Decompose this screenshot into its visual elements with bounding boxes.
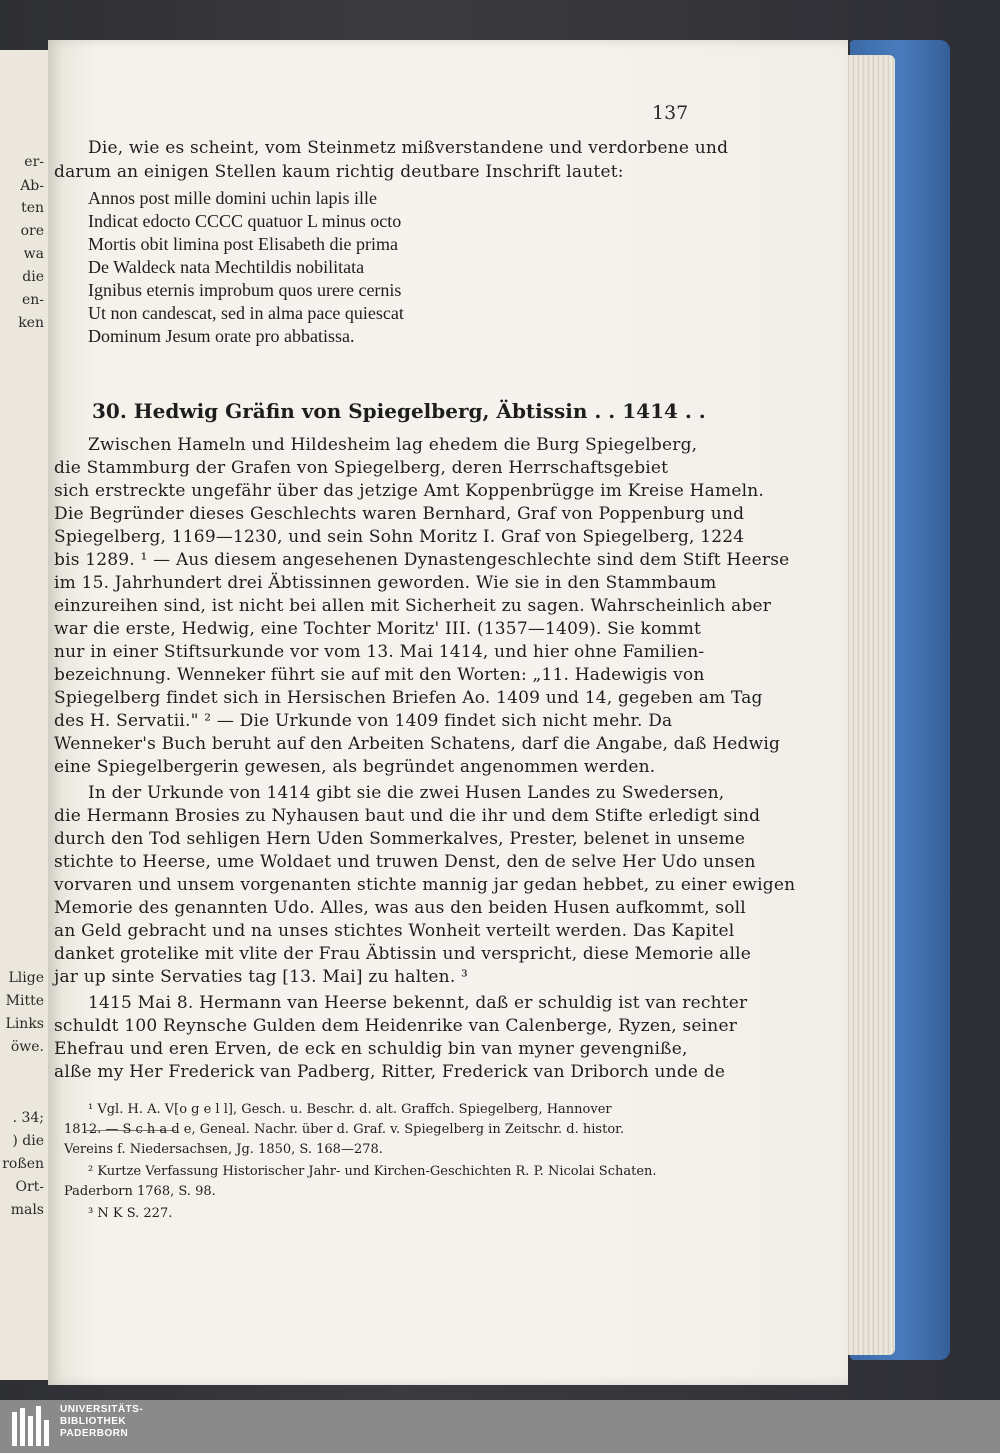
body-line: alße my Her Frederick van Padberg, Ritter, Frederick van Driborch unde de	[54, 1062, 726, 1082]
body-line: Wenneker's Buch beruht auf den Arbeiten Schatens, darf die Angabe, daß Hedwig	[54, 734, 781, 754]
verse-line: Ignibus eternis improbum quos urere cernis	[88, 280, 402, 300]
body-line: sich erstreckte ungefähr über das jetzige Amt Koppenbrügge im Kreise Hameln.	[54, 481, 764, 501]
verse-line: De Waldeck nata Mechtildis nobilitata	[88, 257, 365, 277]
fragment: er-	[24, 154, 44, 170]
footnote-line: 1812. — S c h a d e, Geneal. Nachr. über d. Graf. v. Spiegelberg in Zeitschr. d. histor.	[64, 1122, 625, 1137]
body-line: In der Urkunde von 1414 gibt sie die zwei Husen Landes zu Swedersen,	[88, 783, 725, 803]
body-line: vorvaren und unsem vorgenanten stichte mannig jar gedan hebbet, zu einer ewigen	[54, 875, 796, 895]
fragment: roßen	[2, 1156, 44, 1172]
body-line: Die Begründer dieses Geschlechts waren Bernhard, Graf von Poppenburg und	[54, 504, 745, 524]
fragment: wa	[23, 246, 44, 262]
footnote-line: ³ N K S. 227.	[88, 1206, 173, 1221]
body-line: einzureihen sind, ist nicht bei allen mit Sicherheit zu sagen. Wahrscheinlich aber	[54, 596, 772, 616]
body-line: 1415 Mai 8. Hermann van Heerse bekennt, daß er schuldig ist van rechter	[88, 993, 748, 1013]
fragment: die	[22, 269, 44, 285]
verse-line: Annos post mille domini uchin lapis ille	[88, 188, 377, 208]
library-banner	[0, 1400, 1000, 1453]
fragment: ken	[18, 315, 44, 331]
verse-line: Indicat edocto CCCC quatuor L minus octo	[88, 211, 402, 231]
fragment: . 34;	[12, 1110, 44, 1126]
fragment: en-	[21, 292, 44, 308]
body-line: danket grotelike mit vlite der Frau Äbtissin und verspricht, diese Memorie alle	[54, 944, 751, 964]
body-line: war die erste, Hedwig, eine Tochter Moritz' III. (1357—1409). Sie kommt	[54, 619, 702, 639]
body-line: die Stammburg der Grafen von Spiegelberg, deren Herrschaftsgebiet	[54, 458, 669, 478]
body-line: eine Spiegelbergerin gewesen, als begründet angenommen werden.	[54, 757, 656, 777]
body-line: durch den Tod sehligen Hern Uden Sommerkalves, Prester, belenet in unseme	[54, 829, 746, 849]
footnote-line: Vereins f. Niedersachsen, Jg. 1850, S. 168—278.	[64, 1142, 383, 1157]
book-page	[48, 40, 848, 1385]
fragment: ten	[21, 200, 44, 216]
library-name-line3: PADERBORN	[60, 1428, 129, 1439]
fragment: mals	[10, 1202, 44, 1218]
library-name-line2: BIBLIOTHEK	[60, 1416, 127, 1427]
fragment: Ab-	[20, 178, 44, 194]
fragment: ore	[20, 223, 44, 239]
footnote-line: ² Kurtze Verfassung Historischer Jahr- und Kirchen-Geschichten R. P. Nicolai Schaten.	[88, 1164, 657, 1179]
intro-line: Die, wie es scheint, vom Steinmetz mißverstandene und verdorbene und	[88, 138, 729, 158]
body-line: schuldt 100 Reynsche Gulden dem Heidenrike van Calenberge, Ryzen, seiner	[54, 1016, 738, 1036]
body-line: an Geld gebracht und na unses stichtes Wonheit verteilt werden. Das Kapitel	[54, 921, 735, 941]
body-line: Memorie des genannten Udo. Alles, was aus den beiden Husen aufkommt, soll	[54, 898, 746, 918]
library-logo-icon	[8, 1404, 54, 1450]
body-line: bezeichnung. Wenneker führt sie auf mit den Worten: „11. Hadewigis von	[54, 665, 705, 685]
page-number: 137	[652, 102, 689, 124]
body-line: Ehefrau und eren Erven, de eck en schuldig bin van myner gevengniße,	[54, 1039, 688, 1059]
fragment: öwe.	[10, 1039, 44, 1055]
verse-line: Dominum Jesum orate pro abbatissa.	[88, 326, 355, 346]
body-line: Zwischen Hameln und Hildesheim lag ehedem die Burg Spiegelberg,	[88, 435, 698, 455]
body-line: Spiegelberg findet sich in Hersischen Briefen Ao. 1409 und 14, gegeben am Tag	[54, 688, 763, 708]
section-heading: 30. Hedwig Gräfin von Spiegelberg, Äbtissin . . 1414 . .	[92, 399, 706, 423]
previous-page	[0, 50, 49, 1380]
library-name-line1: UNIVERSITÄTS-	[60, 1404, 144, 1415]
footnote-line: Paderborn 1768, S. 98.	[64, 1184, 216, 1199]
intro-line: darum an einigen Stellen kaum richtig deutbare Inschrift lautet:	[54, 162, 624, 182]
body-line: des H. Servatii." ² — Die Urkunde von 1409 findet sich nicht mehr. Da	[54, 711, 673, 731]
body-line: die Hermann Brosies zu Nyhausen baut und die ihr und dem Stifte erledigt sind	[54, 806, 761, 826]
body-line: nur in einer Stiftsurkunde vor vom 13. Mai 1414, und hier ohne Familien-	[54, 642, 705, 662]
body-line: Spiegelberg, 1169—1230, und sein Sohn Moritz I. Graf von Spiegelberg, 1224	[54, 527, 745, 547]
fragment: Mitte	[5, 993, 44, 1009]
verse-line: Mortis obit limina post Elisabeth die prima	[88, 234, 398, 254]
fragment: Ort-	[15, 1179, 44, 1195]
footnote-line: ¹ Vgl. H. A. V[o g e l l], Gesch. u. Beschr. d. alt. Graffch. Spiegelberg, Hannover	[88, 1102, 612, 1117]
body-line: jar up sinte Servaties tag [13. Mai] zu halten. ³	[54, 967, 469, 987]
fragment: Links	[5, 1016, 44, 1032]
verse-line: Ut non candescat, sed in alma pace quiescat	[88, 303, 404, 323]
body-line: stichte to Heerse, ume Woldaet und truwen Denst, den de selve Her Udo unsen	[54, 852, 756, 872]
fragment: ) die	[12, 1133, 44, 1149]
body-line: im 15. Jahrhundert drei Äbtissinnen geworden. Wie sie in den Stammbaum	[54, 573, 717, 593]
body-line: bis 1289. ¹ — Aus diesem angesehenen Dynastengeschlechte sind dem Stift Heerse	[54, 550, 790, 570]
fragment: Llige	[8, 970, 44, 986]
